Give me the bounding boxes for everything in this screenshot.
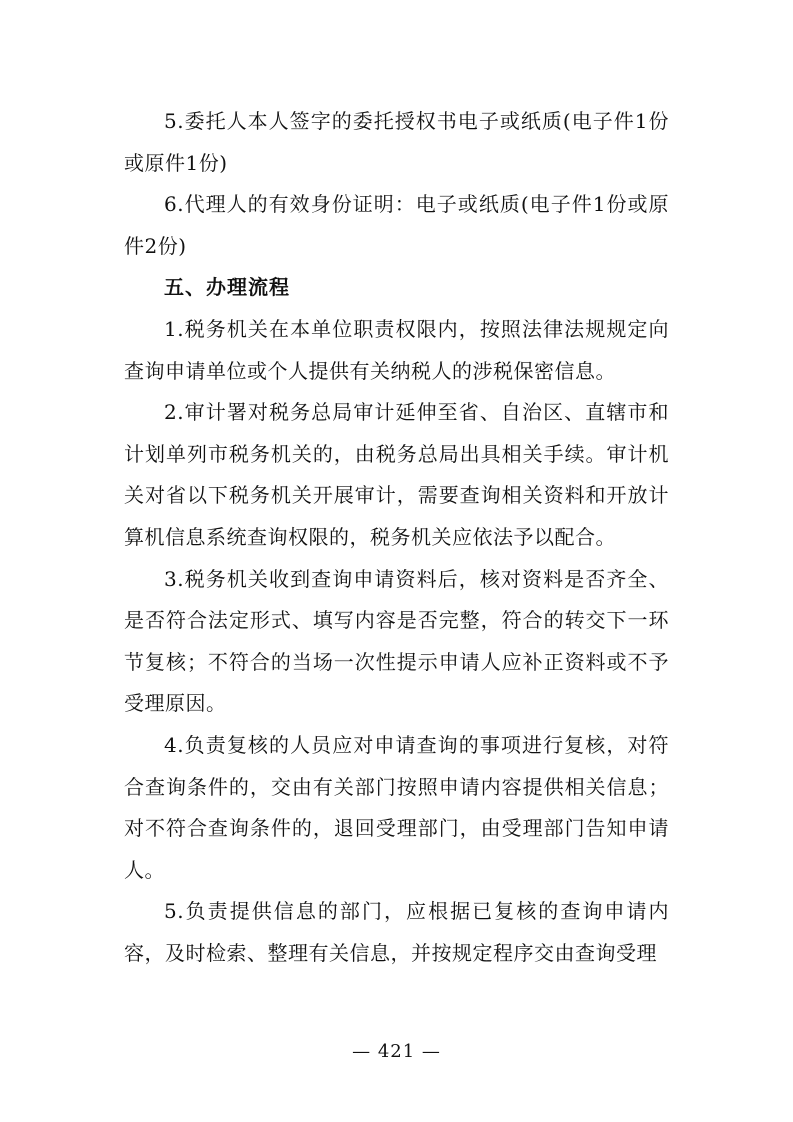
paragraph-agent-id: 6.代理人的有效身份证明：电子或纸质(电子件1份或原件2份)	[124, 192, 669, 258]
paragraph-process-step-5: 5.负责提供信息的部门，应根据已复核的查询申请内容，及时检索、整理有关信息，并按规定程序交由查询受理	[124, 899, 669, 965]
paragraph-authorization-letter: 5.委托人本人签字的委托授权书电子或纸质(电子件1份或原件1份)	[124, 109, 669, 175]
paragraph-process-step-2: 2.审计署对税务总局审计延伸至省、自治区、直辖市和计划单列市税务机关的，由税务总局出具相关手续。审计机关对省以下税务机关开展审计，需要查询相关资料和开放计算机信息系统查询权限的，税务机关应依法予以配合。	[124, 400, 669, 549]
section-heading-process: 五、办理流程	[164, 275, 290, 300]
document-body	[124, 101, 669, 974]
paragraph-process-step-1: 1.税务机关在本单位职责权限内，按照法律法规规定向查询申请单位或个人提供有关纳税人的涉税保密信息。	[124, 316, 669, 383]
paragraph-process-step-4: 4.负责复核的人员应对申请查询的事项进行复核，对符合查询条件的，交由有关部门按照申请内容提供相关信息；对不符合查询条件的，退回受理部门，由受理部门告知申请人。	[124, 732, 669, 882]
page-number: — 421 —	[352, 1041, 441, 1062]
paragraph-process-step-3: 3.税务机关收到查询申请资料后，核对资料是否齐全、是否符合法定形式、填写内容是否完整，符合的转交下一环节复核；不符合的当场一次性提示申请人应补正资料或不予受理原因。	[124, 566, 669, 716]
